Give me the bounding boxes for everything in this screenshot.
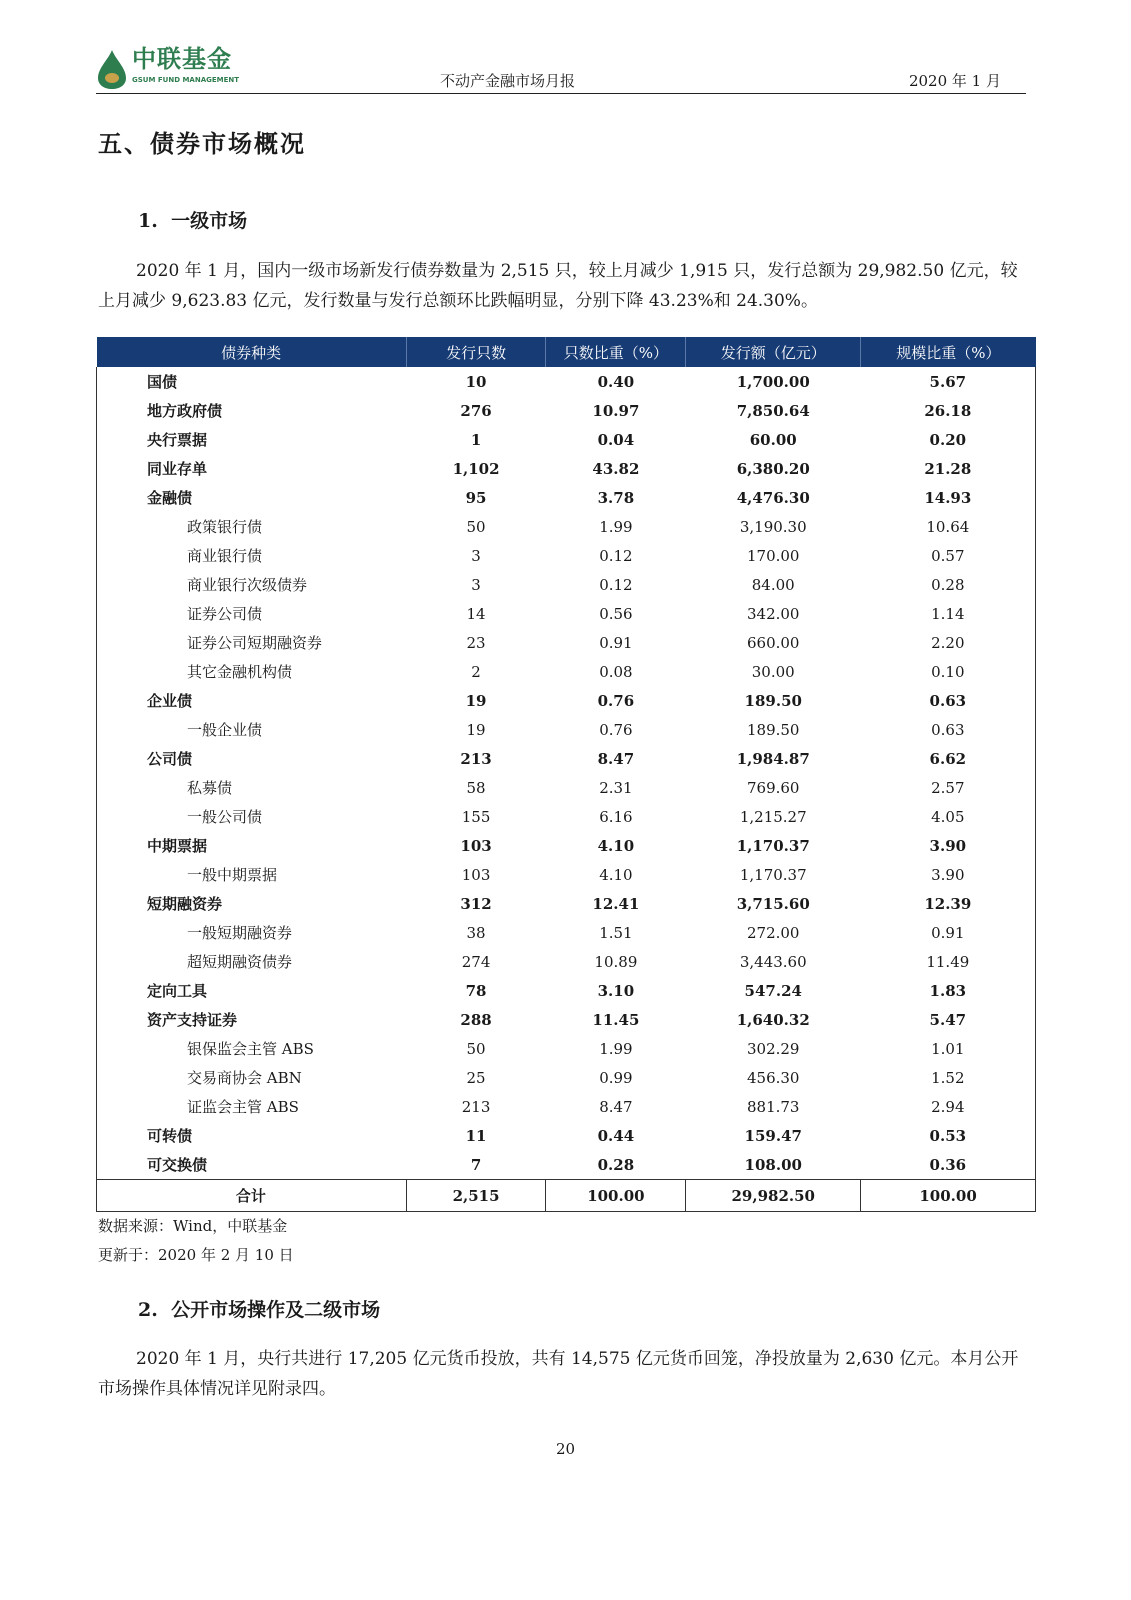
amount: 84.00 bbox=[751, 575, 795, 594]
count-pct: 11.45 bbox=[592, 1010, 640, 1029]
update-date-note: 更新于：2020 年 2 月 10 日 bbox=[98, 1246, 294, 1264]
report-title: 不动产金融市场月报 bbox=[440, 72, 576, 90]
amount-pct: 0.53 bbox=[929, 1126, 967, 1145]
table-row bbox=[97, 396, 1036, 425]
bond-type: 定向工具 bbox=[147, 982, 208, 1000]
amount: 660.00 bbox=[746, 633, 800, 652]
bond-type: 公司债 bbox=[147, 750, 193, 768]
logo-mark-icon bbox=[96, 48, 128, 90]
amount: 159.47 bbox=[744, 1126, 802, 1145]
amount-pct: 2.20 bbox=[931, 633, 965, 652]
amount-pct: 3.90 bbox=[931, 865, 965, 884]
header-amount-pct: 规模比重（%） bbox=[861, 337, 1036, 367]
amount: 3,443.60 bbox=[739, 952, 807, 971]
amount: 456.30 bbox=[746, 1068, 800, 1087]
count: 1 bbox=[470, 430, 482, 449]
amount: 189.50 bbox=[746, 720, 800, 739]
bond-type: 央行票据 bbox=[147, 431, 208, 449]
count: 2 bbox=[471, 662, 481, 681]
count: 11 bbox=[465, 1126, 487, 1145]
count-pct: 1.99 bbox=[599, 1039, 633, 1058]
table-row bbox=[97, 1005, 1036, 1034]
table-row bbox=[97, 367, 1036, 396]
count: 19 bbox=[466, 720, 486, 739]
table-row bbox=[97, 918, 1036, 947]
count-pct: 0.56 bbox=[599, 604, 633, 623]
count-pct: 0.91 bbox=[599, 633, 633, 652]
count-pct: 43.82 bbox=[592, 459, 640, 478]
bond-type: 可交换债 bbox=[147, 1156, 208, 1174]
amount-pct: 0.20 bbox=[929, 430, 967, 449]
table-row bbox=[97, 541, 1036, 570]
amount-pct: 1.52 bbox=[931, 1068, 965, 1087]
amount-pct: 11.49 bbox=[926, 952, 970, 971]
count-pct: 0.76 bbox=[597, 691, 635, 710]
amount-pct: 1.14 bbox=[931, 604, 965, 623]
amount: 60.00 bbox=[749, 430, 797, 449]
amount-pct: 2.57 bbox=[931, 778, 965, 797]
table-row bbox=[97, 1121, 1036, 1150]
amount-pct: 5.47 bbox=[929, 1010, 967, 1029]
table-row bbox=[97, 715, 1036, 744]
bond-type: 同业存单 bbox=[147, 460, 208, 478]
bond-type: 商业银行次级债券 bbox=[187, 576, 308, 594]
bond-type: 可转债 bbox=[147, 1127, 193, 1145]
amount: 547.24 bbox=[744, 981, 802, 1000]
count: 38 bbox=[466, 923, 486, 942]
table-row bbox=[97, 1092, 1036, 1121]
amount-pct: 4.05 bbox=[931, 807, 965, 826]
amount: 272.00 bbox=[746, 923, 800, 942]
amount: 30.00 bbox=[751, 662, 795, 681]
amount-pct: 1.01 bbox=[931, 1039, 965, 1058]
table-row bbox=[97, 889, 1036, 918]
count-pct: 0.04 bbox=[597, 430, 635, 449]
amount: 3,715.60 bbox=[736, 894, 810, 913]
count: 274 bbox=[461, 952, 491, 971]
amount-pct: 5.67 bbox=[929, 372, 967, 391]
amount-pct: 6.62 bbox=[929, 749, 967, 768]
bond-type: 一般中期票据 bbox=[187, 866, 278, 884]
bond-type: 其它金融机构债 bbox=[187, 663, 293, 681]
table-total-row bbox=[97, 1180, 1036, 1212]
count-pct: 8.47 bbox=[599, 1097, 633, 1116]
amount-pct: 0.28 bbox=[931, 575, 965, 594]
amount-pct: 10.64 bbox=[926, 517, 970, 536]
header-count: 发行只数 bbox=[406, 337, 546, 367]
bond-type: 一般公司债 bbox=[187, 808, 263, 826]
table-row bbox=[97, 802, 1036, 831]
count-pct: 12.41 bbox=[592, 894, 640, 913]
bond-type: 证监会主管 ABS bbox=[187, 1098, 299, 1116]
count: 50 bbox=[466, 1039, 486, 1058]
header-amount: 发行额（亿元） bbox=[686, 337, 861, 367]
count: 58 bbox=[466, 778, 486, 797]
count: 103 bbox=[460, 836, 492, 855]
table-row bbox=[97, 483, 1036, 512]
count: 213 bbox=[460, 749, 492, 768]
table-row bbox=[97, 773, 1036, 802]
page-number: 20 bbox=[555, 1440, 576, 1458]
table-row bbox=[97, 512, 1036, 541]
subsection-2-heading bbox=[138, 1295, 380, 1322]
table-row bbox=[97, 1063, 1036, 1092]
data-source-note: 数据来源：Wind，中联基金 bbox=[98, 1217, 288, 1235]
amount: 6,380.20 bbox=[736, 459, 810, 478]
amount-pct: 2.94 bbox=[931, 1097, 965, 1116]
amount: 108.00 bbox=[744, 1155, 802, 1174]
bond-type: 交易商协会 ABN bbox=[187, 1069, 302, 1087]
amount-pct: 12.39 bbox=[924, 894, 972, 913]
bond-type: 政策银行债 bbox=[187, 518, 263, 536]
count-pct: 2.31 bbox=[599, 778, 633, 797]
count: 14 bbox=[466, 604, 486, 623]
count: 23 bbox=[466, 633, 486, 652]
amount-pct: 1.83 bbox=[929, 981, 967, 1000]
bond-type: 一般短期融资券 bbox=[187, 924, 293, 942]
bond-type: 一般企业债 bbox=[187, 721, 263, 739]
count: 103 bbox=[461, 865, 491, 884]
bond-issuance-table bbox=[96, 337, 1036, 1212]
count: 50 bbox=[466, 517, 486, 536]
count-pct: 0.12 bbox=[599, 575, 633, 594]
table-row bbox=[97, 947, 1036, 976]
bond-type: 超短期融资债券 bbox=[187, 953, 293, 971]
paragraph-open-market: 2020 年 1 月，央行共进行 17,205 亿元货币投放，共有 14,575 亿元货币回笼，净投放量为 2,630 亿元。本月公开市场操作具体情况详见附录四。 bbox=[98, 1349, 1019, 1399]
logo-name: 中联基金 bbox=[132, 45, 232, 73]
bond-type: 证券公司债 bbox=[187, 605, 263, 623]
amount: 4,476.30 bbox=[736, 488, 810, 507]
bond-type: 银保监会主管 ABS bbox=[187, 1040, 314, 1058]
header-count-pct: 只数比重（%） bbox=[546, 337, 686, 367]
table-row bbox=[97, 454, 1036, 483]
subsection-1-heading bbox=[138, 206, 247, 233]
paragraph-primary-market: 2020 年 1 月，国内一级市场新发行债券数量为 2,515 只，较上月减少 1,915 只，发行总额为 29,982.50 亿元，较上月减少 9,623.83 亿元，发行数量与发行总额环比跌幅明显，分别下降 43.23%和 24.30%。 bbox=[98, 261, 1018, 311]
amount-pct: 0.91 bbox=[931, 923, 965, 942]
count: 312 bbox=[460, 894, 492, 913]
amount-pct: 26.18 bbox=[924, 401, 972, 420]
subsection-2-title: 公开市场操作及二级市场 bbox=[171, 1299, 381, 1321]
count: 78 bbox=[465, 981, 487, 1000]
table-row bbox=[97, 976, 1036, 1005]
table-row bbox=[97, 831, 1036, 860]
subsection-1-title: 一级市场 bbox=[171, 210, 248, 232]
amount-pct: 0.63 bbox=[931, 720, 965, 739]
total-count: 2,515 bbox=[406, 1180, 546, 1212]
bond-type: 商业银行债 bbox=[187, 547, 263, 565]
bond-type: 证券公司短期融资券 bbox=[187, 634, 323, 652]
header-rule bbox=[96, 93, 1026, 94]
amount: 302.29 bbox=[746, 1039, 800, 1058]
amount: 881.73 bbox=[746, 1097, 800, 1116]
subsection-2-number: 2. bbox=[138, 1299, 158, 1321]
total-amount: 29,982.50 bbox=[686, 1180, 861, 1212]
bond-type: 国债 bbox=[147, 373, 178, 391]
table-row bbox=[97, 599, 1036, 628]
table-row bbox=[97, 860, 1036, 889]
total-amount-pct: 100.00 bbox=[861, 1180, 1036, 1212]
amount-pct: 0.57 bbox=[931, 546, 965, 565]
amount-pct: 0.10 bbox=[931, 662, 965, 681]
amount: 189.50 bbox=[744, 691, 802, 710]
count-pct: 4.10 bbox=[599, 865, 633, 884]
table-header-row bbox=[97, 337, 1036, 367]
count-pct: 1.99 bbox=[599, 517, 633, 536]
bond-type: 金融债 bbox=[147, 489, 193, 507]
count: 10 bbox=[465, 372, 487, 391]
count: 25 bbox=[466, 1068, 486, 1087]
table-row bbox=[97, 686, 1036, 715]
bond-type: 中期票据 bbox=[147, 837, 208, 855]
count: 95 bbox=[465, 488, 487, 507]
count-pct: 0.08 bbox=[599, 662, 633, 681]
amount: 1,640.32 bbox=[736, 1010, 810, 1029]
logo-subtitle: GSUM FUND MANAGEMENT bbox=[132, 76, 240, 84]
count: 7 bbox=[470, 1155, 482, 1174]
table-row bbox=[97, 744, 1036, 773]
amount-pct: 0.63 bbox=[929, 691, 967, 710]
count-pct: 3.78 bbox=[597, 488, 635, 507]
total-label: 合计 bbox=[97, 1180, 407, 1212]
amount-pct: 14.93 bbox=[924, 488, 972, 507]
count: 3 bbox=[471, 575, 481, 594]
count-pct: 3.10 bbox=[597, 981, 635, 1000]
count: 213 bbox=[461, 1097, 491, 1116]
count-pct: 4.10 bbox=[597, 836, 635, 855]
amount: 3,190.30 bbox=[739, 517, 807, 536]
count-pct: 0.28 bbox=[597, 1155, 635, 1174]
bond-type: 短期融资券 bbox=[147, 895, 223, 913]
amount: 1,700.00 bbox=[736, 372, 810, 391]
table-row bbox=[97, 425, 1036, 454]
amount: 1,170.37 bbox=[736, 836, 810, 855]
subsection-1-number: 1. bbox=[138, 210, 158, 232]
count-pct: 0.76 bbox=[599, 720, 633, 739]
count-pct: 10.89 bbox=[594, 952, 638, 971]
count-pct: 0.40 bbox=[597, 372, 635, 391]
company-logo bbox=[96, 44, 240, 94]
bond-type: 企业债 bbox=[147, 692, 193, 710]
section-title: 五、债券市场概况 bbox=[98, 129, 306, 158]
amount: 342.00 bbox=[746, 604, 800, 623]
count: 288 bbox=[460, 1010, 492, 1029]
amount: 769.60 bbox=[746, 778, 800, 797]
table-row bbox=[97, 1034, 1036, 1063]
table-row bbox=[97, 570, 1036, 599]
count-pct: 0.99 bbox=[599, 1068, 633, 1087]
amount-pct: 21.28 bbox=[924, 459, 972, 478]
count-pct: 10.97 bbox=[592, 401, 640, 420]
count: 276 bbox=[460, 401, 492, 420]
bond-type: 地方政府债 bbox=[147, 402, 223, 420]
count-pct: 8.47 bbox=[597, 749, 635, 768]
count-pct: 0.44 bbox=[597, 1126, 635, 1145]
count: 19 bbox=[465, 691, 487, 710]
bond-type: 资产支持证券 bbox=[147, 1011, 238, 1029]
header-bond-type: 债券种类 bbox=[97, 337, 407, 367]
amount: 1,170.37 bbox=[739, 865, 807, 884]
report-date: 2020 年 1 月 bbox=[908, 72, 1001, 90]
count: 3 bbox=[471, 546, 481, 565]
count: 155 bbox=[461, 807, 491, 826]
table-row bbox=[97, 657, 1036, 686]
count-pct: 0.12 bbox=[599, 546, 633, 565]
amount-pct: 3.90 bbox=[929, 836, 967, 855]
amount: 1,984.87 bbox=[736, 749, 810, 768]
amount: 7,850.64 bbox=[736, 401, 810, 420]
amount-pct: 0.36 bbox=[929, 1155, 967, 1174]
amount: 170.00 bbox=[746, 546, 800, 565]
table-row bbox=[97, 1150, 1036, 1180]
amount: 1,215.27 bbox=[739, 807, 807, 826]
count-pct: 1.51 bbox=[599, 923, 633, 942]
count-pct: 6.16 bbox=[599, 807, 633, 826]
bond-type: 私募债 bbox=[187, 779, 233, 797]
table-row bbox=[97, 628, 1036, 657]
count: 1,102 bbox=[452, 459, 500, 478]
total-count-pct: 100.00 bbox=[546, 1180, 686, 1212]
